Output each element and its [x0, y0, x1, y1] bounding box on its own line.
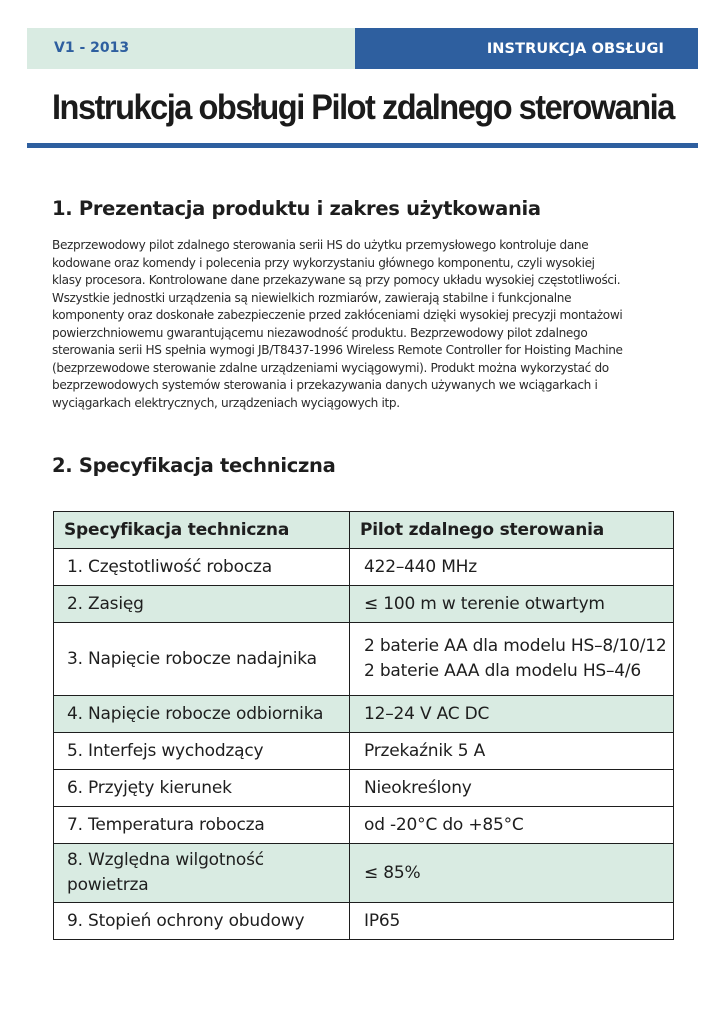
row-value: od -20°C do +85°C	[350, 807, 674, 844]
row-value	[350, 623, 674, 696]
intro-line: powierzchniowemu gwarantującemu niezawodność produktu. Bezprzewodowy pilot zdalnego	[52, 325, 588, 340]
row-param: 4. Napięcie robocze odbiornika	[54, 696, 350, 733]
page-title: Instrukcja obsługi Pilot zdalnego sterowania	[52, 88, 674, 127]
intro-line: Bezprzewodowy pilot zdalnego sterowania serii HS do użytku przemysłowego kontroluje dane	[52, 238, 589, 252]
table-row	[54, 549, 674, 586]
intro-line: (bezprzewodowe sterowanie zdalne urządzeniami wyciągowymi). Produkt można wykorzystać do	[52, 360, 609, 375]
table-header-spec: Specyfikacja techniczna	[54, 512, 350, 549]
table-row	[54, 733, 674, 770]
intro-line: kodowane oraz komendy i polecenia przy wykorzystaniu głównego komponentu, czyli wysokiej	[52, 255, 595, 270]
table-row	[54, 623, 674, 696]
row-param-line: 8. Względna wilgotność	[67, 850, 264, 870]
table-row	[54, 696, 674, 733]
table-row	[54, 903, 674, 940]
row-value: Przekaźnik 5 A	[350, 733, 674, 770]
row-param: 2. Zasięg	[54, 586, 350, 623]
row-value: IP65	[350, 903, 674, 940]
intro-line: wyciągarkach elektrycznych, urządzeniach wyciągowych itp.	[52, 395, 400, 410]
row-param: 7. Temperatura robocza	[54, 807, 350, 844]
intro-line: Wszystkie jednostki urządzenia są niewielkich rozmiarów, zawierają stabilne i funkcjonalne	[52, 290, 572, 305]
row-value-line: 2 baterie AA dla modelu HS–8/10/12	[364, 636, 667, 656]
row-param: 6. Przyjęty kierunek	[54, 770, 350, 807]
row-param-line: powietrza	[67, 875, 149, 895]
row-param: 1. Częstotliwość robocza	[54, 549, 350, 586]
section-2-heading: 2. Specyfikacja techniczna	[52, 454, 336, 477]
table-row	[54, 807, 674, 844]
intro-paragraph	[52, 237, 682, 412]
table-row	[54, 770, 674, 807]
row-param	[54, 844, 350, 903]
intro-line: bezprzewodowych systemów sterowania i przekazywania danych używanych we wciągarkach i	[52, 378, 598, 392]
row-value: ≤ 100 m w terenie otwartym	[350, 586, 674, 623]
section-1-heading: 1. Prezentacja produktu i zakres użytkowania	[52, 197, 541, 220]
row-param: 5. Interfejs wychodzący	[54, 733, 350, 770]
header-label: INSTRUKCJA OBSŁUGI	[355, 28, 698, 69]
intro-line: klasy procesora. Kontrolowane dane przekazywane są przy pomocy układu wysokiej częstotliwości.	[52, 273, 621, 287]
row-value: ≤ 85%	[350, 844, 674, 903]
intro-line: komponenty oraz doskonałe zabezpieczenie przed zakłóceniami dzięki wysokiej precyzji montażowi	[52, 308, 623, 322]
row-value: Nieokreślony	[350, 770, 674, 807]
table-row	[54, 844, 674, 903]
header-version: V1 - 2013	[27, 28, 355, 69]
row-param: 9. Stopień ochrony obudowy	[54, 903, 350, 940]
title-divider	[27, 143, 698, 148]
row-param: 3. Napięcie robocze nadajnika	[54, 623, 350, 696]
table-row	[54, 586, 674, 623]
table-header-remote: Pilot zdalnego sterowania	[350, 512, 674, 549]
intro-line: sterowania serii HS spełnia wymogi JB/T8437-1996 Wireless Remote Controller for Hoisting Machine	[52, 343, 623, 357]
row-value-line: 2 baterie AAA dla modelu HS–4/6	[364, 661, 642, 681]
table-header-row	[54, 512, 674, 549]
row-value: 12–24 V AC DC	[350, 696, 674, 733]
spec-table	[53, 511, 674, 940]
row-value: 422–440 MHz	[350, 549, 674, 586]
